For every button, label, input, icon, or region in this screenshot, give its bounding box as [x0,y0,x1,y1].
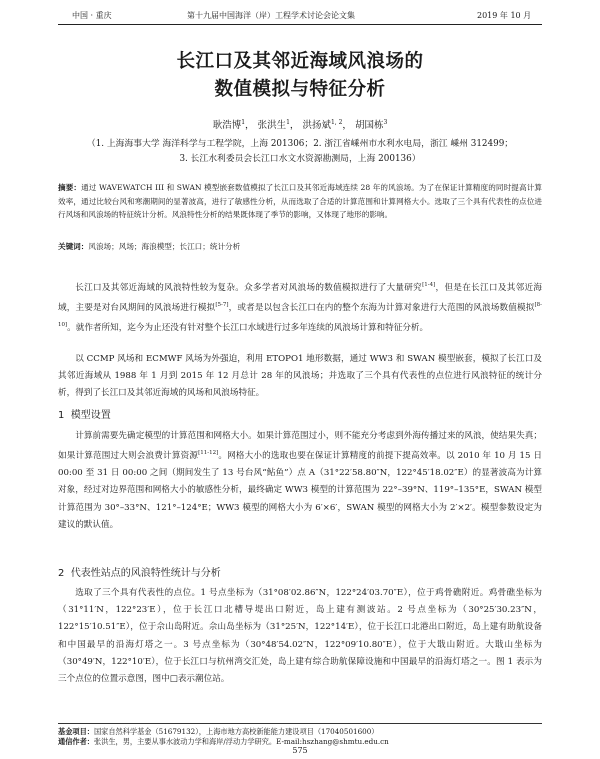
intro-paragraph-2: 以 CCMP 风场和 ECMWF 风场为外强迫，利用 ETOPO1 地形数据，通过 WW3 和 SWAN 模型嵌套，模拟了长江口及其邻近海域从 1988 年 1 月到 2015 年 12 月总计 28 年的风浪场；并选取了三个具有代表性的点位进行风浪特征的统计分析，得到了长江口及其邻近海域的风场和风浪场特征。 [58,354,542,399]
corresponding-author-text: 张洪生，男，主要从事水波动力学和海岸/浮动力学研究。E-mail:hszhang@shmtu.edu.cn [93,737,389,746]
author-affil-mark: 1 [241,118,246,126]
keywords-text: 风浪场；风场；海浪模型；长江口；统计分析 [88,242,241,251]
abstract [58,181,542,222]
author-name: 耿浩博 [212,120,242,131]
citation: [5-7] [215,302,229,309]
keywords-label: 关键词： [58,242,89,251]
section-title: 模型设置 [70,410,111,421]
affiliation-line2: 3. 长江水利委员会长江口水文水资源勘测局，上海 200136） [179,154,421,164]
section-2-heading [58,564,221,579]
author-list: 耿浩博$^1$， 张洪生$^1$， 洪扬斌$^{1, 2}$， 胡国栋$^3$ [212,118,388,131]
paper-title-line1: 长江口及其邻近海域风浪场的 [176,51,424,72]
section-number: 2 [58,568,65,579]
fund-label: 基金项目： [58,727,94,736]
page-number: 575 [292,746,308,755]
fund-text: 国家自然科学基金（51679132），上海市地方高校新能能力建设项目（17040501600） [93,727,379,736]
author-name: 洪扬斌 [302,120,331,131]
section-number: 1 [58,410,65,421]
section-1-paragraph: 计算前需要先确定模型的计算范围和网格大小。如果计算范围过小，则不能充分考虑到外海传播过来的风浪，使结果失真；如果计算范围过大则会浪费计算资源[11-12]。网格大小的选取也要在保证计算精度的前提下提高效率。以 2010 年 10 月 15 日 00:00 至 31 日 00:00 之间（期间发生了 13 号台风“鲇鱼”）点 A（31°22′58.80″N，122°45′18.02″E）的显著波高为计算对象，经过对边界范围和网格大小的敏感性分析，最终确定 WW3 模型的计算范围为 22°–39°N、119°–135°E，SWAN 模型计算范围为 30°–33°N、121°–124°E；WW3 模型的网格大小为 6′×6′，SWAN 模型的网格大小为 2′×2′。模型参数设定为建议的默认值。 [58,431,542,530]
paper-title-line2: 数值模拟与特征分析 [214,79,386,100]
author-name: 张洪生 [257,120,287,131]
section-1-heading [58,406,111,421]
header-center: 第十九届中国海洋（岸）工程学术讨论会论文集 [187,11,355,20]
intro-paragraph-1: 长江口及其邻近海域的风浪特性较为复杂。众多学者对风浪场的数值模拟进行了大量研究[1-4]，但是在长江口及其邻近海域，主要是对台风期间的风浪场进行模拟[5-7]，或者是以包含长江口在内的整个东海为计算对象进行大范围的风浪场数值模拟[8-10]。就作者所知，迄今为止还没有针对整个长江口水域进行过多年连续的风浪场计算和特征分析。 [58,282,542,333]
header-rule [58,24,542,25]
citation: [1-4] [422,282,436,288]
author-affil-mark: 3 [383,118,388,126]
header-right: 2019 年 10 月 [477,11,532,20]
affiliation-line1: （1. 上海海事大学 海洋科学与工程学院，上海 201306；2. 浙江省嵊州市水利水电局，浙江 嵊州 312499； [86,139,514,149]
section-title: 代表性站点的风浪特性统计与分析 [70,568,221,579]
footnote-rule [58,723,542,724]
abstract-label: 摘要： [58,183,82,192]
author-affil-mark: 1, 2 [330,118,343,126]
citation: [11-12] [198,450,219,457]
header-left: 中国 · 重庆 [72,11,112,20]
keywords [58,240,542,254]
corresponding-author-label: 通信作者： [58,737,94,746]
citation: [8-10] [58,302,542,329]
author-affil-mark: 1 [286,118,290,126]
section-2-paragraph: 选取了三个具有代表性的点位。1 号点坐标为（31°08′02.86″N，122°24′03.70″E），位于鸡骨礁附近。鸡骨礁坐标为（31°11′N，122°23′E），位于长江口北槽导堤出口附近，岛上建有测波站。2 号点坐标为（30°25′30.23″N，122°15′10.51″E），位于佘山岛附近。佘山岛坐标为（31°25′N，122°14′E），位于长江口北港出口附近，岛上建有助航设备和中国最早的沿海灯塔之一。3 号点坐标为（30°48′54.02″N，122°09′10.80″E），位于大戢山附近。大戢山坐标为（30°49′N，122°10′E），位于长江口与杭州湾交汇处，岛上建有综合助航保障设施和中国最早的沿海灯塔之一。图 1 表示为三个点位的位置示意图，图中□表示潮位站。 [58,588,542,685]
author-name: 胡国栋 [354,120,384,131]
abstract-text: 通过 WAVEWATCH III 和 SWAN 模型嵌套数值模拟了长江口及其邻近海域连续 28 年的风浪场。为了在保证计算精度的同时提高计算效率，通过比较台风和寒潮期间的显著波高，进行了敏感性分析，从而选取了合适的计算范围和计算网格大小。选取了三个具有代表性的点位进行风场和风浪场的特征统计分析。风浪特性分析的结果既体现了季节的影响，又体现了地形的影响。 [58,183,542,220]
